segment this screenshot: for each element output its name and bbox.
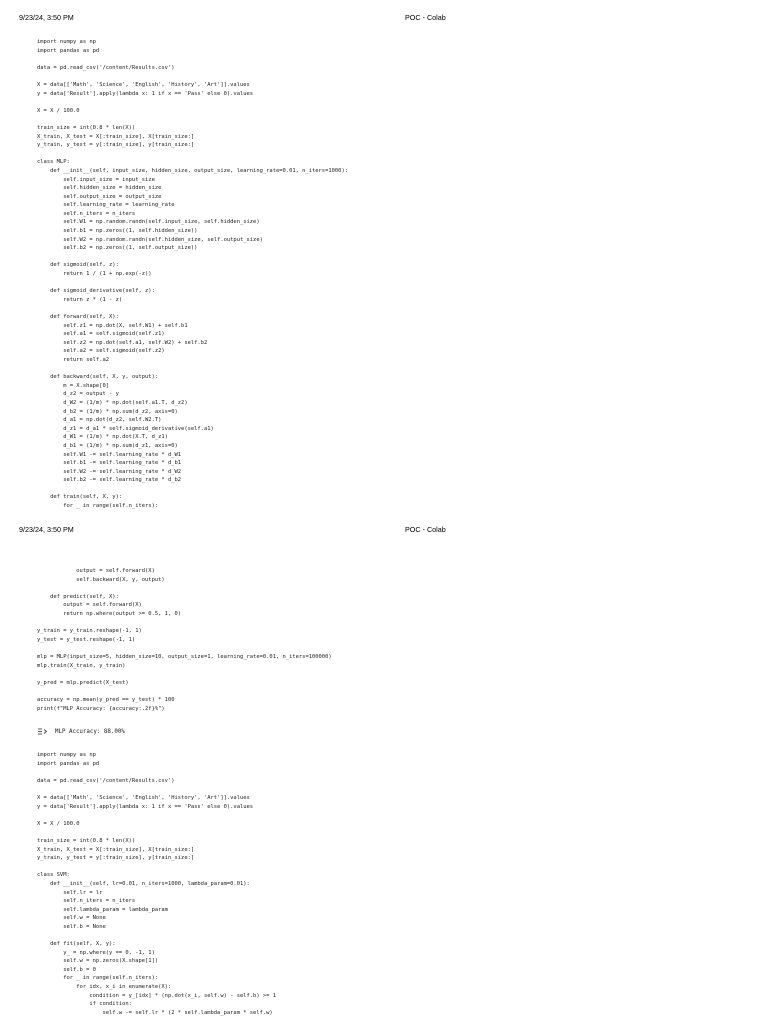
code-line: X = data[['Math', 'Science', 'English', 'History', 'Art']].values xyxy=(37,794,250,801)
code-line: y_pred = mlp.predict(X_test) xyxy=(37,679,129,686)
code-line: self.w -= self.lr * (2 * self.lambda_param * self.w) xyxy=(37,1009,273,1016)
code-line: return z * (1 - z) xyxy=(37,296,123,303)
code-line xyxy=(37,150,348,159)
code-line: def forward(self, X): xyxy=(37,314,119,320)
code-line: y_test = y_test.reshape(-1, 1) xyxy=(37,636,136,643)
code-line: return 1 / (1 + np.exp(-z)) xyxy=(37,271,152,278)
code-line: d_a1 = np.dot(d_z2, self.W2.T) xyxy=(37,417,162,424)
code-line: print(f"MLP Accuracy: {accuracy:.2f}%") xyxy=(37,705,165,712)
code-line: self.lr = lr xyxy=(37,889,103,896)
code-line: d_W2 = (1/m) * np.dot(self.a1.T, d_z2) xyxy=(37,399,188,406)
code-line xyxy=(37,687,332,696)
code-line: self.W1 = np.random.randn(self.input_size, self.hidden_size) xyxy=(37,219,260,226)
code-line: self.z2 = np.dot(self.a1, self.W2) + self.b2 xyxy=(37,339,208,346)
code-line: self.n_iters = n_iters xyxy=(37,898,136,905)
document-title: POC - Colab xyxy=(405,13,446,22)
page-header xyxy=(0,10,768,22)
code-line: X = data[['Math', 'Science', 'English', 'History', 'Art']].values xyxy=(37,81,250,88)
code-line xyxy=(37,55,348,64)
code-line: for _ in range(self.n_iters): xyxy=(37,503,159,510)
code-line: y = data['Result'].apply(lambda x: 1 if x == 'Pass' else 0).values xyxy=(37,803,254,810)
code-line: self.learning_rate = learning_rate xyxy=(37,202,175,209)
code-line: X = X / 100.0 xyxy=(37,107,80,114)
output-toggle-icon[interactable] xyxy=(37,728,49,735)
code-line: self.b1 = np.zeros((1, self.hidden_size)) xyxy=(37,228,198,235)
code-line: def __init__(self, lr=0.01, n_iters=1000, lambda_param=0.01): xyxy=(37,880,250,887)
code-line: self.b2 = np.zeros((1, self.output_size)) xyxy=(37,245,198,252)
code-line: output = self.forward(X) xyxy=(37,568,155,574)
code-line: import numpy as np xyxy=(37,752,96,758)
output-text: MLP Accuracy: 88.00% xyxy=(55,729,125,735)
code-line: m = X.shape[0] xyxy=(37,382,110,389)
code-line: class SVM: xyxy=(37,872,70,879)
code-line xyxy=(37,485,348,494)
code-line: X_train, X_test = X[:train_size], X[train_size:] xyxy=(37,133,195,140)
code-line xyxy=(37,619,332,628)
code-line: self.n_iters = n_iters xyxy=(37,210,136,217)
code-line: self.hidden_size = hidden_size xyxy=(37,185,162,192)
print-date: 9/23/24, 3:50 PM xyxy=(19,13,74,22)
code-line: if condition: xyxy=(37,1001,132,1008)
code-line: self.b = None xyxy=(37,923,106,930)
code-line xyxy=(37,584,332,593)
code-line: return self.a2 xyxy=(37,356,110,363)
code-line: mlp = MLP(input_size=5, hidden_size=10, output_size=1, learning_rate=0.01, n_iters=100000) xyxy=(37,653,332,660)
document-title: POC - Colab xyxy=(405,525,446,534)
code-line: self.lambda_param = lambda_param xyxy=(37,906,168,913)
code-line xyxy=(37,365,348,374)
code-line xyxy=(37,931,276,940)
code-line: data = pd.read_csv('/content/Results.csv') xyxy=(37,777,175,784)
code-line: import numpy as np xyxy=(37,39,96,45)
code-line xyxy=(37,253,348,262)
code-line: return np.where(output >= 0.5, 1, 0) xyxy=(37,610,182,617)
code-line: import pandas as pd xyxy=(37,47,100,54)
code-cell xyxy=(37,38,348,511)
code-line: self.input_size = input_size xyxy=(37,176,155,183)
code-line: for idx, x_i in enumerate(X): xyxy=(37,984,172,991)
code-line: y_ = np.where(y == 0, -1, 1) xyxy=(37,949,155,956)
code-line: def __init__(self, input_size, hidden_size, output_size, learning_rate=0.01, n_iters=1000): xyxy=(37,167,348,174)
code-line xyxy=(37,644,332,653)
code-line: def backward(self, X, y, output): xyxy=(37,374,159,381)
page-header xyxy=(0,522,768,534)
code-line: self.backward(X, y, output) xyxy=(37,576,165,583)
code-line xyxy=(37,828,276,837)
code-line: self.b2 -= self.learning_rate * d_b2 xyxy=(37,477,182,484)
code-line xyxy=(37,768,276,777)
code-line: self.W2 = np.random.randn(self.hidden_size, self.output_size) xyxy=(37,236,263,243)
code-line: self.output_size = output_size xyxy=(37,193,162,200)
code-line xyxy=(37,72,348,81)
code-line: accuracy = np.mean(y_pred == y_test) * 100 xyxy=(37,696,175,703)
code-line xyxy=(37,785,276,794)
code-line: self.a1 = self.sigmoid(self.z1) xyxy=(37,331,165,338)
code-line: import pandas as pd xyxy=(37,760,100,767)
code-line xyxy=(37,670,332,679)
code-line: y_train = y_train.reshape(-1, 1) xyxy=(37,628,142,635)
code-line: d_W1 = (1/m) * np.dot(X.T, d_z1) xyxy=(37,434,168,441)
code-line: self.w = None xyxy=(37,915,106,922)
print-page-2 xyxy=(0,512,768,1024)
code-cell xyxy=(37,751,276,1017)
code-line: y = data['Result'].apply(lambda x: 1 if x == 'Pass' else 0).values xyxy=(37,90,254,97)
code-line: self.b = 0 xyxy=(37,966,96,973)
code-cell xyxy=(37,567,332,713)
code-line: y_train, y_test = y[:train_size], y[train_size:] xyxy=(37,855,195,862)
code-line: train_size = int(0.8 * len(X)) xyxy=(37,837,136,844)
code-line: self.z1 = np.dot(X, self.W1) + self.b1 xyxy=(37,322,188,329)
code-line xyxy=(37,279,348,288)
code-line: for _ in range(self.n_iters): xyxy=(37,975,159,982)
code-line: condition = y_[idx] * (np.dot(x_i, self.w) - self.b) >= 1 xyxy=(37,992,276,999)
code-line xyxy=(37,863,276,872)
code-line: self.a2 = self.sigmoid(self.z2) xyxy=(37,348,165,355)
code-line: def fit(self, X, y): xyxy=(37,941,116,948)
code-line: def train(self, X, y): xyxy=(37,494,123,501)
code-line xyxy=(37,811,276,820)
code-line xyxy=(37,304,348,313)
code-line: def sigmoid(self, z): xyxy=(37,262,119,269)
code-line: def sigmoid_derivative(self, z): xyxy=(37,288,155,295)
code-line: data = pd.read_csv('/content/Results.csv') xyxy=(37,64,175,71)
code-line: self.w = np.zeros(X.shape[1]) xyxy=(37,958,159,965)
code-line xyxy=(37,115,348,124)
code-line: self.W2 -= self.learning_rate * d_W2 xyxy=(37,468,182,475)
code-line: X_train, X_test = X[:train_size], X[train_size:] xyxy=(37,846,195,853)
code-line: train_size = int(0.8 * len(X)) xyxy=(37,124,136,131)
code-line: self.b1 -= self.learning_rate * d_b1 xyxy=(37,460,182,467)
code-line: class MLP: xyxy=(37,159,70,166)
code-line xyxy=(37,98,348,107)
code-line: self.W1 -= self.learning_rate * d_W1 xyxy=(37,451,182,458)
code-line: d_z2 = output - y xyxy=(37,391,119,398)
code-line: d_b2 = (1/m) * np.sum(d_z2, axis=0) xyxy=(37,408,178,415)
code-line: X = X / 100.0 xyxy=(37,820,80,827)
code-line: mlp.train(X_train, y_train) xyxy=(37,662,126,669)
code-line: y_train, y_test = y[:train_size], y[train_size:] xyxy=(37,142,195,149)
code-line: output = self.forward(X) xyxy=(37,602,142,609)
code-line: def predict(self, X): xyxy=(37,593,119,600)
print-date: 9/23/24, 3:50 PM xyxy=(19,525,74,534)
code-line: d_z1 = d_a1 * self.sigmoid_derivative(self.a1) xyxy=(37,425,214,432)
cell-output xyxy=(37,728,125,735)
code-line: d_b1 = (1/m) * np.sum(d_z1, axis=0) xyxy=(37,442,178,449)
